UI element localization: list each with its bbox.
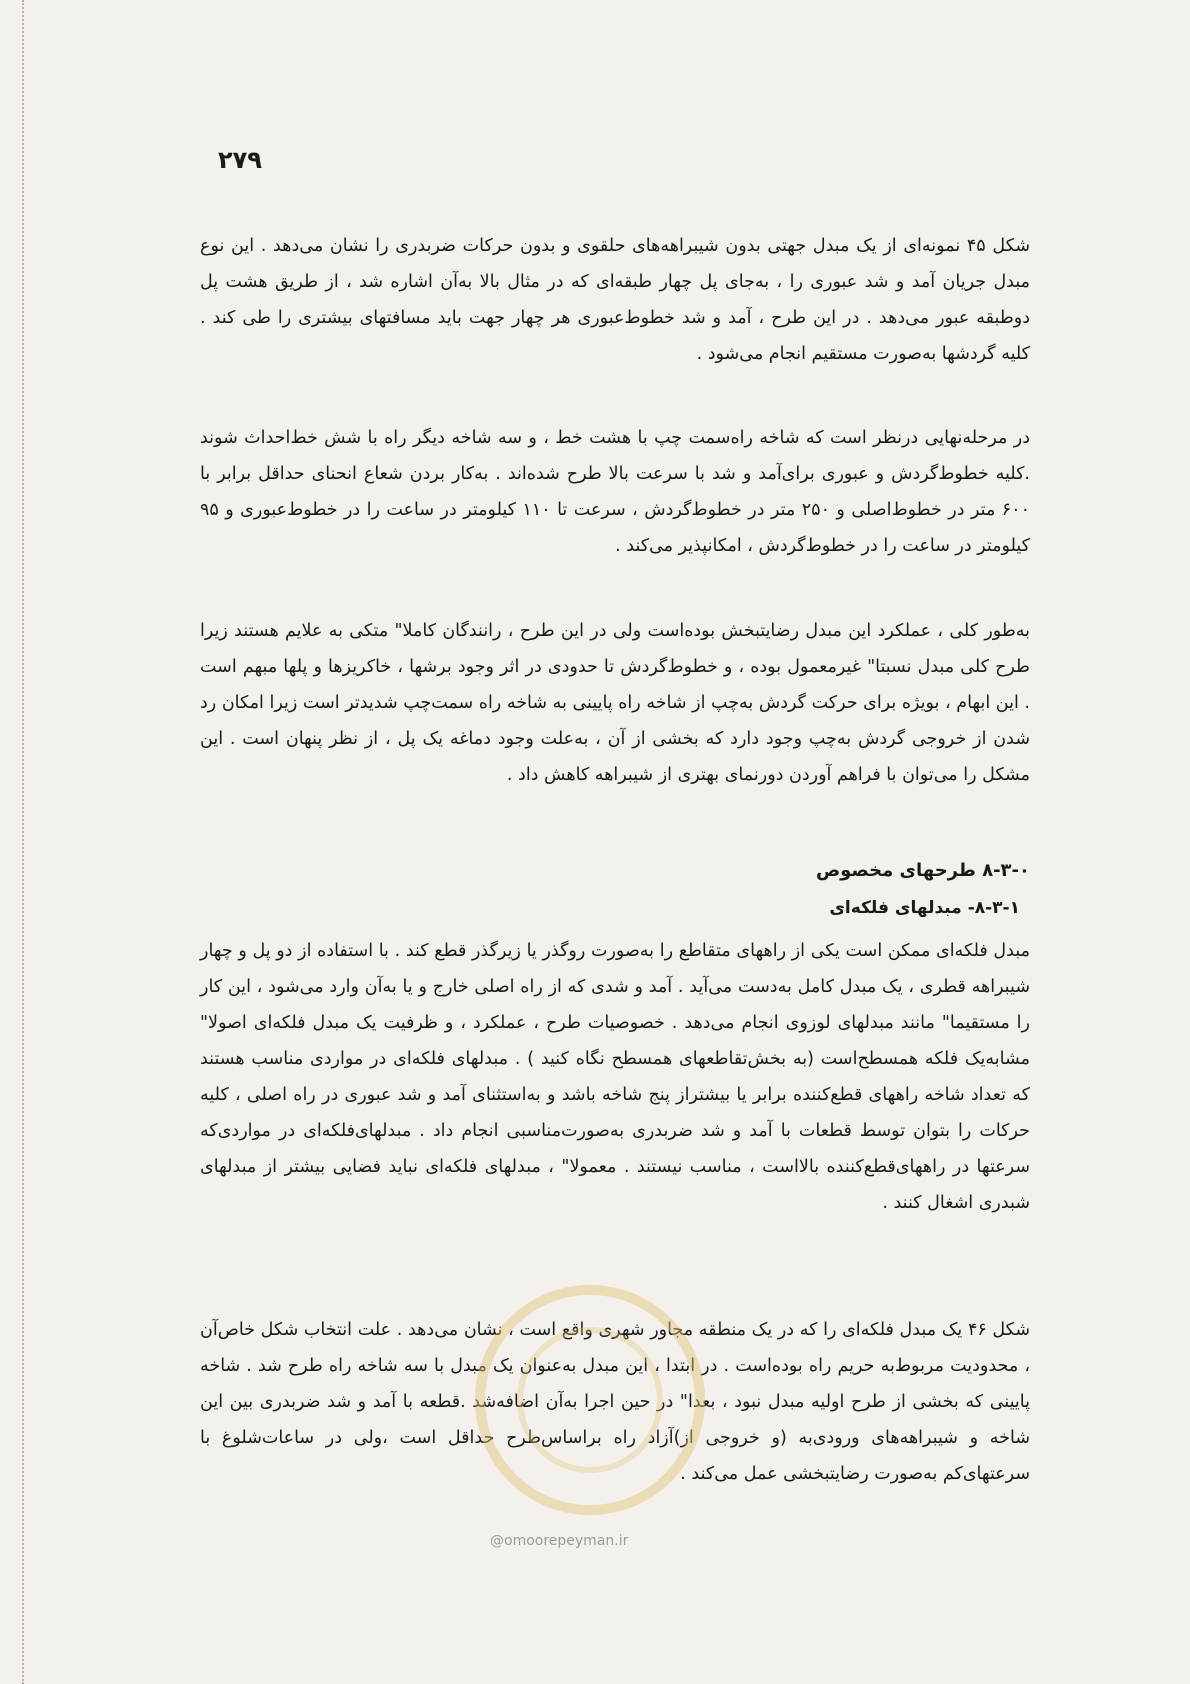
seal-inner-ring [517,1327,663,1473]
watermark-text: @omoorepeyman.ir [490,1533,629,1549]
paragraph-text: در مرحله‌نهایی درنظر است که شاخه راه‌سمت چپ با هشت خط ، و سه شاخه دیگر راه با شش خط‌احداث شوند .کلیه خطوط‌گردش و عبوری برای‌آمد و شد با سرعت بالا طرح شده‌اند . به‌کار بردن شعاع انحنای حداقل برابر با ۶۰۰ متر در خطوط‌اصلی و ۲۵۰ متر در خطوط‌گردش ، سرعت تا ۱۱۰ کیلومتر در ساعت را در خطوط‌عبوری و ۹۵ کیلومتر در ساعت را در خطوط‌گردش ، امکانپذیر می‌کند . [200,428,1030,556]
paragraph-performance [200,613,1030,793]
section-heading: ۸-۳-۰ طرحهای مخصوص [815,860,1030,881]
paragraph-text: مبدل فلکه‌ای ممکن است یکی از راههای متقاطع را به‌صورت روگذر یا زیرگذر قطع کند . با استفاده از دو پل و چهار شیبراهه قطری ، یک مبدل کامل به‌دست می‌آید . آمد و شدی که از راه اصلی خارج و یا به‌آن وارد می‌شود ، این کار را مستقیما" مانند مبدلهای لوزوی انجام می‌دهد . خصوصیات طرح ، عملکرد ، و ظرفیت یک مبدل فلکه‌ای اصولا" مشابه‌یک فلکه همسطح‌است (به بخش‌تقاطعهای همسطح نگاه کنید ) . مبدلهای فلکه‌ای در مواردی مناسب هستند که تعداد شاخه راههای قطع‌کننده برابر یا بیشتراز پنج شاخه باشد و به‌استثنای آمد و شد عبوری در راه اصلی ، کلیه حرکات را بتوان توسط قطعات با آمد و شد ضربدری به‌صورت‌مناسبی انجام داد . مبدلهای‌فلکه‌ای در مواردی‌که سرعتها در راههای‌قطع‌کننده بالااست ، مناسب نیستند . معمولا" ، مبدلهای فلکه‌ای نباید فضایی بیشتر از مبدلهای شبدری اشغال کنند . [200,941,1030,1213]
paragraph-text: شکل ۴۵ نمونه‌ای از یک مبدل جهتی بدون شیبراهه‌های حلقوی و بدون حرکات ضربدری را نشان می‌دهد . این نوع مبدل جریان آمد و شد عبوری را ، به‌جای پل چهار طبقه‌ای که در مثال بالا به‌آن اشاره شد ، از طریق هشت پل دوطبقه عبور می‌دهد . در این طرح ، آمد و شد خطوط‌عبوری هر چهار جهت باید مسافتهای بیشتری را طی کند . کلیه گردشها به‌صورت مستقیم انجام می‌شود . [200,236,1030,364]
paragraph-roundabout-interchange [200,933,1030,1221]
seal-stamp [475,1285,705,1515]
paragraph-text: به‌طور کلی ، عملکرد این مبدل رضایتبخش بوده‌است ولی در این طرح ، رانندگان کاملا" متکی به علایم هستند زیرا طرح کلی مبدل نسبتا" غیرمعمول بوده ، و خطوط‌گردش تا حدودی در اثر وجود برشها ، خاکریزها و پلها مبهم است . این ابهام ، بویژه برای حرکت گردش به‌چپ از شاخه راه پایینی به شاخه راه سمت‌چپ شدیدتر است زیرا امکان رد شدن از خروجی گردش به‌چپ وجود دارد که بخشی از آن ، به‌علت وجود دماغه یک پل ، از نظر پنهان است . این مشکل را می‌توان با فراهم آوردن دورنمای بهتری از شیبراهه کاهش داد . [200,621,1030,785]
paragraph-figure-45 [200,228,1030,372]
binding-gutter-line [22,0,24,1684]
subsection-heading: ۸-۳-۱- مبدلهای فلکه‌ای [829,898,1020,918]
paragraph-text: شکل ۴۶ یک مبدل فلکه‌ای را که در یک منطقه مجاور شهری واقع است ، نشان می‌دهد . علت انتخاب شکل خاص‌آن ، محدودیت مربوط‌به حریم راه بوده‌است . در ابتدا ، این مبدل به‌عنوان یک مبدل با سه شاخه راه طرح شد . شاخه پایینی که بخشی از طرح اولیه مبدل نبود ، بعدا" در حین اجرا به‌آن اضافه‌شد .قطعه با آمد و شد ضربدری بین این شاخه و شیبراهه‌های ورودی‌به (و خروجی از)آزاد راه براساس‌طرح حداقل است ،ولی در ساعات‌شلوغ با سرعتهای‌کم به‌صورت رضایتبخشی عمل می‌کند . [200,1320,1030,1484]
paragraph-final-stage [200,420,1030,564]
page-number: ۲۷۹ [218,146,262,174]
